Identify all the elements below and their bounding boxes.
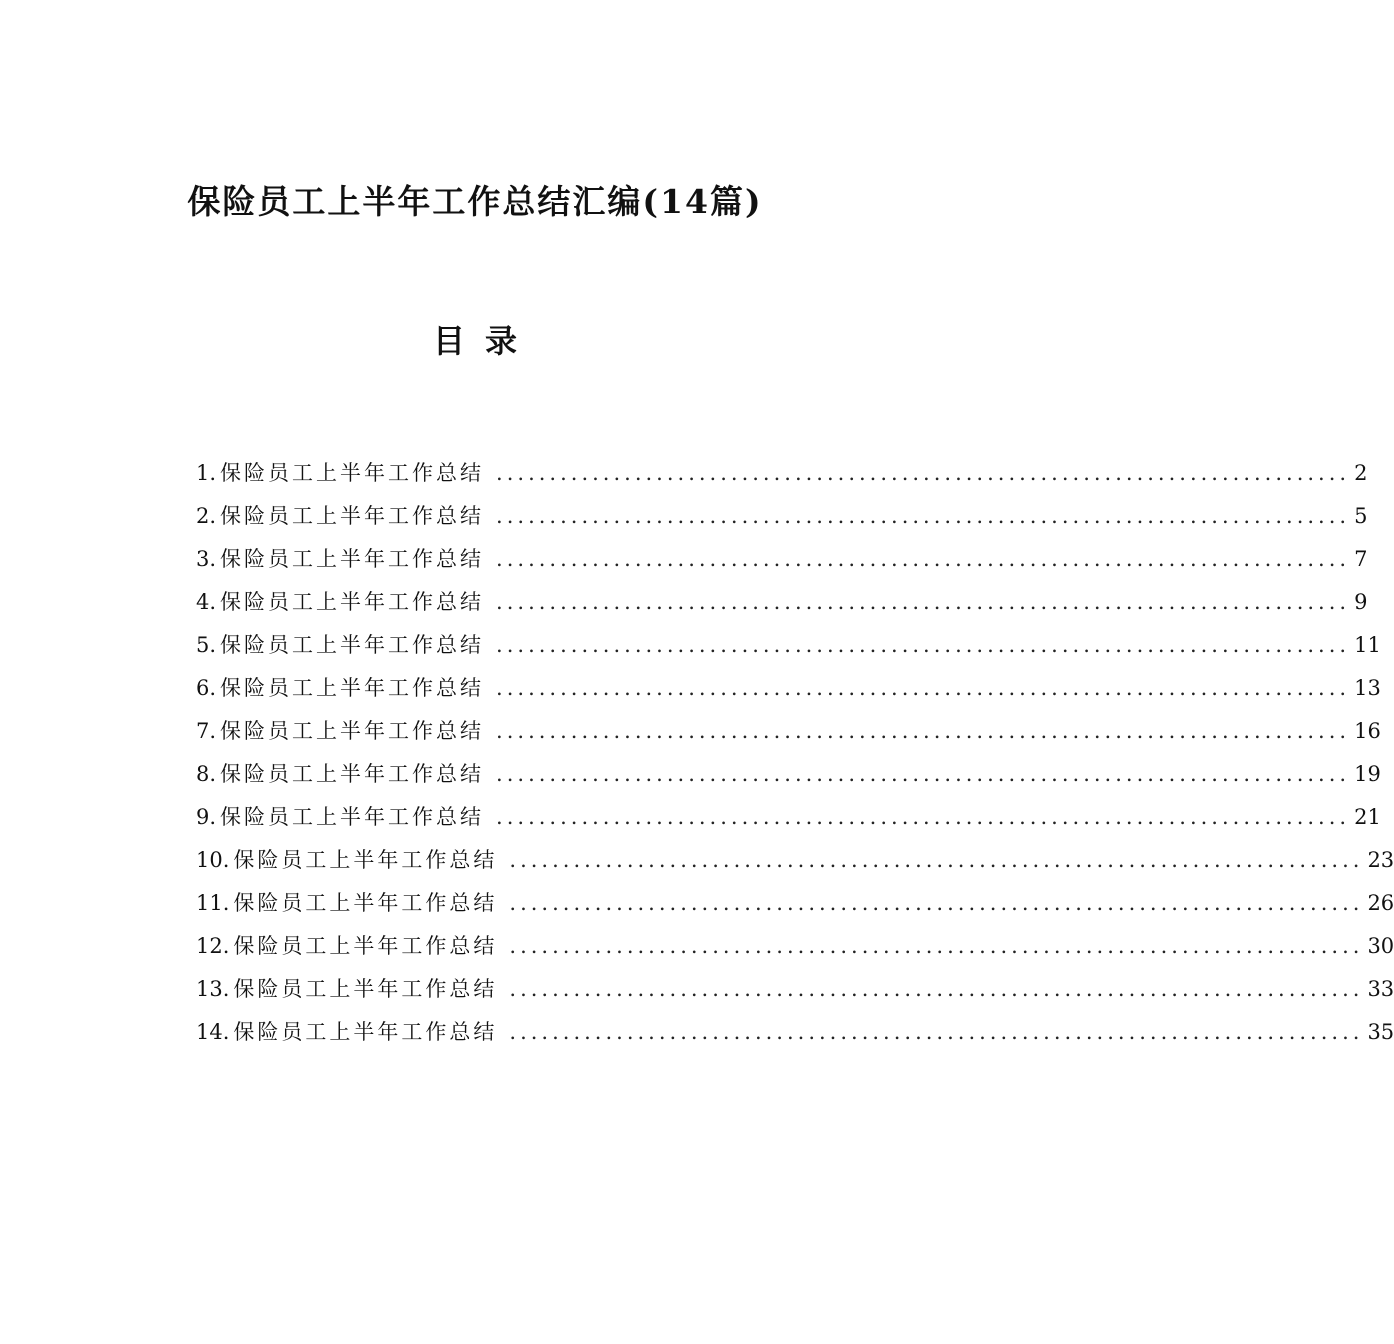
toc-dot-leader: ................................................................................ xyxy=(496,547,1351,571)
toc-entry-title: 保险员工上半年工作总结 xyxy=(233,934,498,958)
toc-entry-page: 23 xyxy=(1367,848,1394,872)
toc-entry-number: 2. xyxy=(196,504,217,528)
toc-entry-number: 8. xyxy=(196,762,217,786)
toc-entry-page: 35 xyxy=(1367,1020,1394,1044)
toc-entry-number: 14. xyxy=(196,1020,230,1044)
toc-entry[interactable] xyxy=(196,1011,1394,1054)
toc-entry-title: 保险员工上半年工作总结 xyxy=(233,977,498,1001)
toc-entry[interactable] xyxy=(196,624,1381,667)
toc-entry[interactable] xyxy=(196,538,1368,581)
toc-entry-page: 16 xyxy=(1354,719,1381,743)
toc-entry-title: 保险员工上半年工作总结 xyxy=(233,848,498,872)
toc-entry-number: 12. xyxy=(196,934,230,958)
toc-heading xyxy=(0,322,950,360)
toc-entry-title: 保险员工上半年工作总结 xyxy=(220,805,485,829)
toc-dot-leader: ................................................................................ xyxy=(509,977,1364,1001)
toc-entry-page: 5 xyxy=(1354,504,1368,528)
toc-dot-leader: ................................................................................ xyxy=(496,633,1351,657)
toc-entry-title: 保险员工上半年工作总结 xyxy=(220,676,485,700)
toc-dot-leader: ................................................................................ xyxy=(496,676,1351,700)
toc-entry-title: 保险员工上半年工作总结 xyxy=(220,719,485,743)
toc-entry[interactable] xyxy=(196,882,1394,925)
toc-entry-title: 保险员工上半年工作总结 xyxy=(220,590,485,614)
toc-entry-title: 保险员工上半年工作总结 xyxy=(220,504,485,528)
toc-entry-page: 2 xyxy=(1354,461,1368,485)
toc-entry-page: 7 xyxy=(1354,547,1368,571)
toc-entry-page: 11 xyxy=(1354,633,1381,657)
document-title: 保险员工上半年工作总结汇编(14篇) xyxy=(187,182,763,221)
toc-entry[interactable] xyxy=(196,581,1368,624)
toc-dot-leader: ................................................................................ xyxy=(496,461,1351,485)
toc-entry[interactable] xyxy=(196,495,1368,538)
toc-entry-number: 7. xyxy=(196,719,217,743)
toc-entry-number: 4. xyxy=(196,590,217,614)
toc-entry[interactable] xyxy=(196,452,1368,495)
toc-dot-leader: ................................................................................ xyxy=(509,934,1364,958)
toc-entry-title: 保险员工上半年工作总结 xyxy=(220,547,485,571)
table-of-contents xyxy=(196,452,1394,1054)
toc-entry-title: 保险员工上半年工作总结 xyxy=(220,461,485,485)
toc-entry-page: 21 xyxy=(1354,805,1381,829)
toc-entry-number: 10. xyxy=(196,848,230,872)
toc-entry[interactable] xyxy=(196,839,1394,882)
toc-entry[interactable] xyxy=(196,968,1394,1011)
toc-entry-title: 保险员工上半年工作总结 xyxy=(220,633,485,657)
toc-entry-page: 19 xyxy=(1354,762,1381,786)
toc-dot-leader: ................................................................................ xyxy=(509,891,1364,915)
toc-entry-number: 6. xyxy=(196,676,217,700)
toc-entry-number: 13. xyxy=(196,977,230,1001)
toc-entry-page: 30 xyxy=(1367,934,1394,958)
toc-entry-number: 9. xyxy=(196,805,217,829)
toc-dot-leader: ................................................................................ xyxy=(496,719,1351,743)
toc-entry-page: 9 xyxy=(1354,590,1368,614)
toc-dot-leader: ................................................................................ xyxy=(496,504,1351,528)
toc-entry[interactable] xyxy=(196,796,1381,839)
toc-entry-number: 1. xyxy=(196,461,217,485)
toc-entry-title: 保险员工上半年工作总结 xyxy=(233,891,498,915)
toc-entry-page: 13 xyxy=(1354,676,1381,700)
toc-dot-leader: ................................................................................ xyxy=(496,762,1351,786)
toc-entry[interactable] xyxy=(196,710,1381,753)
toc-entry[interactable] xyxy=(196,925,1394,968)
toc-entry-number: 3. xyxy=(196,547,217,571)
toc-entry-number: 5. xyxy=(196,633,217,657)
toc-entry-title: 保险员工上半年工作总结 xyxy=(233,1020,498,1044)
toc-dot-leader: ................................................................................ xyxy=(509,848,1364,872)
toc-heading-text: 目录 xyxy=(432,322,537,360)
toc-entry[interactable] xyxy=(196,753,1381,796)
toc-dot-leader: ................................................................................ xyxy=(496,590,1351,614)
toc-entry-number: 11. xyxy=(196,891,230,915)
toc-entry-page: 33 xyxy=(1367,977,1394,1001)
toc-entry-page: 26 xyxy=(1367,891,1394,915)
toc-dot-leader: ................................................................................ xyxy=(496,805,1351,829)
toc-dot-leader: ................................................................................ xyxy=(509,1020,1364,1044)
toc-entry-title: 保险员工上半年工作总结 xyxy=(220,762,485,786)
toc-entry[interactable] xyxy=(196,667,1381,710)
